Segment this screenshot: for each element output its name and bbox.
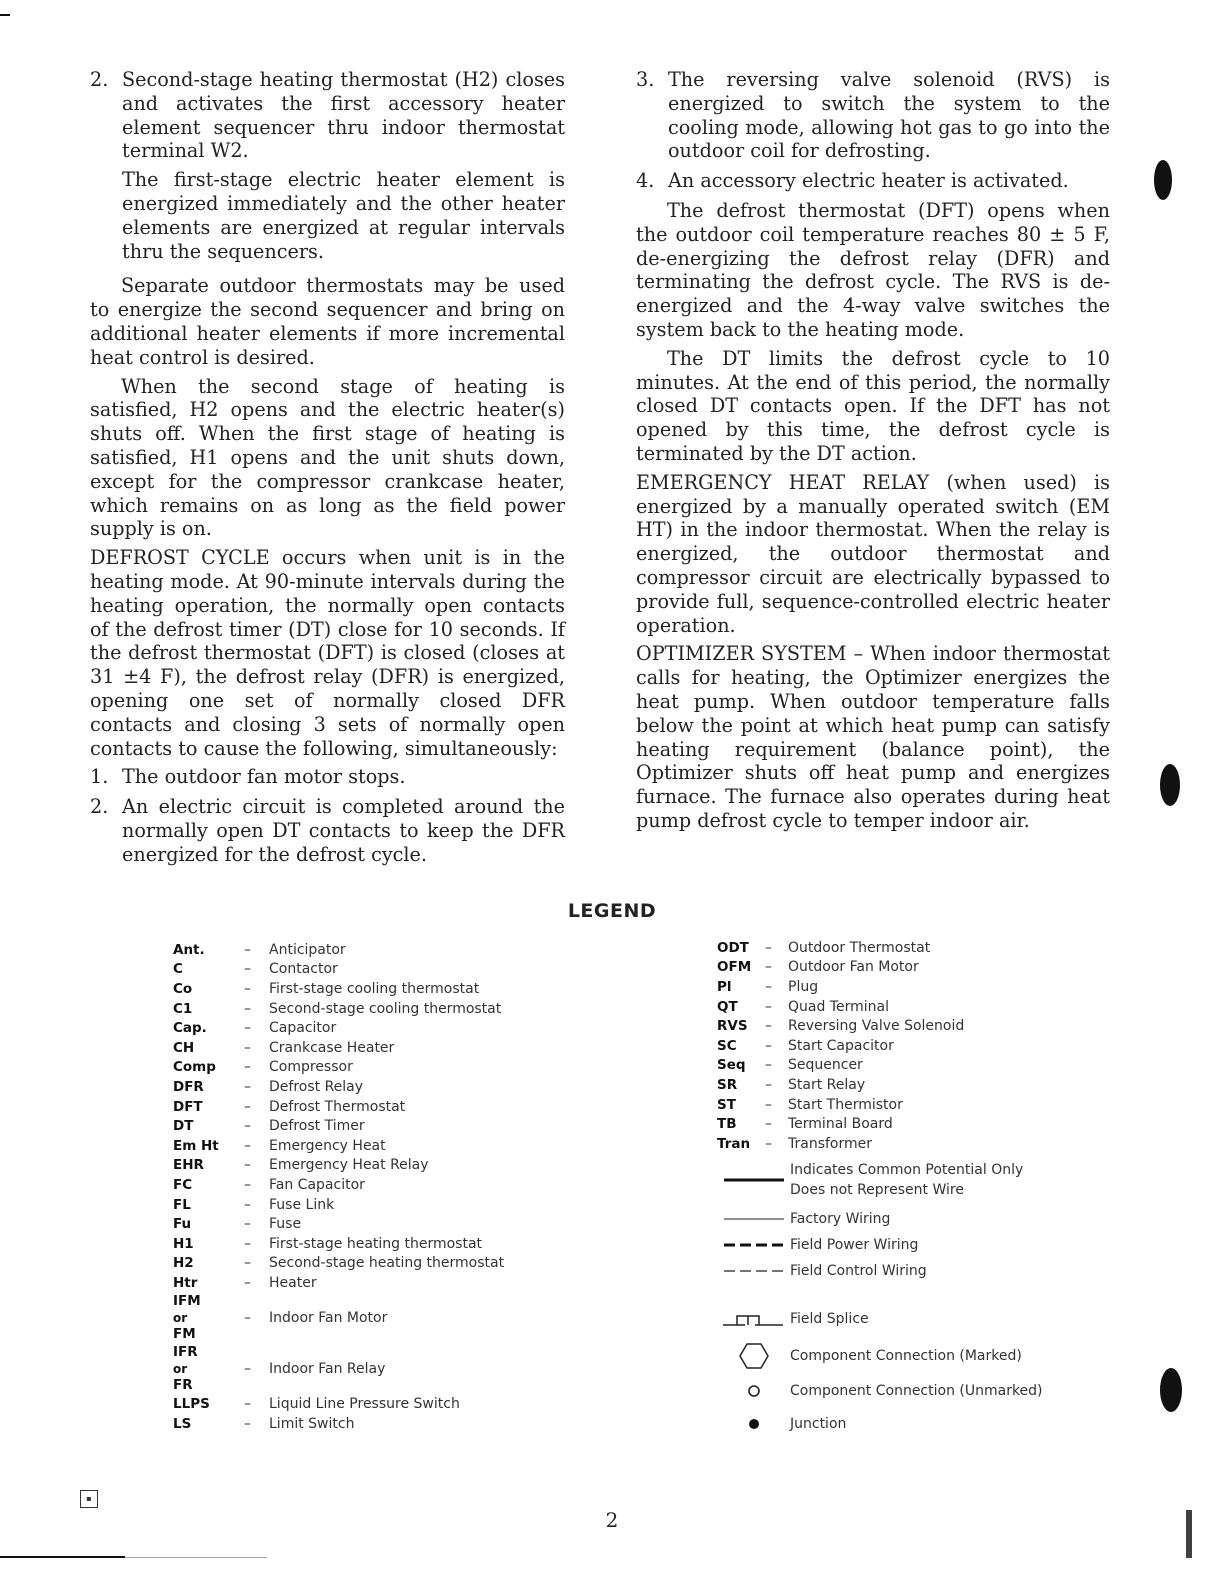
legend-dash: – (765, 1057, 772, 1074)
legend-def: Heater (269, 1274, 317, 1291)
legend-symbol-field-power (717, 1235, 1117, 1255)
legend-dash: – (244, 1235, 251, 1252)
hexagon-icon (717, 1342, 790, 1370)
legend-symbol-junction (717, 1414, 1117, 1434)
legend-row (717, 1134, 1117, 1154)
legend-symbol-label: Does not Represent Wire (790, 1182, 964, 1198)
legend-abbr-line: or (173, 1361, 188, 1376)
legend-def: First-stage cooling thermostat (269, 980, 480, 997)
legend-row (173, 1344, 593, 1395)
legend-dash: – (244, 1039, 251, 1056)
legend-row (717, 1056, 1117, 1076)
optimizer-paragraph: OPTIMIZER SYSTEM – When indoor thermostat calls for heating, the Optimizer energizes the heat pump. When outdoor temperature falls below the point at which heat pump can satisfy heating requirement (balance point), the Optimizer shuts off heat pump and energizes furnace. The furnace also operates during heat pump defrost cycle to temper indoor air. (636, 642, 1110, 832)
list-text: Second-stage heating thermostat (H2) closes and activates the first accessory heater element sequencer thru indoor thermostat terminal W2. (122, 68, 565, 163)
legend-abbr: Fu (173, 1216, 192, 1233)
legend-symbol-label: Field Power Wiring (790, 1237, 919, 1253)
legend-symbol-field-splice (717, 1308, 1117, 1330)
legend-def: Limit Switch (269, 1416, 355, 1433)
legend-abbr: LLPS (173, 1396, 210, 1413)
legend-row (717, 1016, 1117, 1036)
legend-row (173, 1136, 593, 1156)
legend-abbr: FC (173, 1176, 193, 1193)
legend-def: Second-stage cooling thermostat (269, 1000, 502, 1017)
legend-abbr-line: FR (173, 1377, 193, 1394)
paragraph: The defrost thermostat (DFT) opens when the outdoor coil temperature reaches 80 ± 5 F, de-energizing the defrost relay (DFR) and terminating the defrost cycle. The RVS is de-energized and the 4-way valve switches the system back to the heating mode. (636, 198, 1110, 341)
legend-abbr: SR (717, 1076, 738, 1093)
legend-dash: – (244, 1361, 251, 1378)
legend-def: Quad Terminal (788, 998, 889, 1015)
legend-abbr: ODT (717, 939, 749, 956)
legend-def: Defrost Relay (269, 1078, 364, 1095)
paragraph: Separate outdoor thermostats may be used to energize the second sequencer and bring on additional heater elements if more incremental heat control is desired. (90, 274, 565, 369)
emergency-heat-paragraph: EMERGENCY HEAT RELAY (when used) is energized by a manually operated switch (EM HT) in the indoor thermostat. When the relay is energized, the outdoor thermostat and compressor circuit are electrically bypassed to provide full, sequence-controlled electric heater operation. (636, 470, 1110, 637)
legend-def: Transformer (788, 1135, 873, 1152)
legend-abbr: DFT (173, 1098, 203, 1115)
legend-symbol-label: Junction (790, 1416, 847, 1432)
legend-def: Terminal Board (788, 1116, 893, 1133)
thin-dashed-line-icon (717, 1268, 790, 1274)
legend-row (717, 997, 1117, 1017)
bottom-rule (0, 1556, 125, 1558)
legend-abbr: TB (717, 1116, 737, 1133)
field-splice-icon (717, 1308, 790, 1330)
legend-abbr: QT (717, 998, 738, 1015)
legend-dash: – (244, 1196, 251, 1213)
legend-abbr: Seq (717, 1057, 746, 1074)
legend-abbr: SC (717, 1037, 737, 1054)
legend-dash: – (244, 1416, 251, 1433)
legend-def: Indoor Fan Relay (269, 1361, 386, 1378)
legend-abbr: Co (173, 980, 193, 997)
bottom-rule-faint (125, 1557, 267, 1558)
legend-def: Indoor Fan Motor (269, 1310, 388, 1327)
legend-row (717, 958, 1117, 978)
binder-hole-mark (1154, 160, 1172, 200)
legend-dash: – (244, 1396, 251, 1413)
legend-row (717, 938, 1117, 958)
list-item (90, 795, 565, 866)
legend-symbol-field-control (717, 1261, 1117, 1281)
legend-def: Sequencer (788, 1057, 863, 1074)
legend-dash: – (244, 1098, 251, 1115)
list-item (90, 68, 565, 268)
legend-row (173, 1214, 593, 1234)
legend-abbr: Cap. (173, 1020, 207, 1037)
legend-symbol-label: Indicates Common Potential Only (790, 1162, 1024, 1178)
legend-dash: – (244, 1255, 251, 1272)
legend-abbr: DFR (173, 1078, 204, 1095)
legend-row (173, 960, 593, 980)
legend-row (717, 1036, 1117, 1056)
legend-row (173, 1038, 593, 1058)
legend-abbr: DT (173, 1118, 194, 1135)
paragraph: When the second stage of heating is satisfied, H2 opens and the electric heater(s) shuts off. When the first stage of heating is satisfied, H1 opens and the unit shuts down, except for the compressor crankcase heater, which remains on as long as the field power supply is on. (90, 374, 565, 541)
legend-def: Plug (788, 978, 819, 995)
legend-dash: – (244, 1310, 251, 1327)
legend-dash: – (765, 1037, 772, 1054)
legend-def: Compressor (269, 1059, 353, 1076)
legend-dash: – (765, 1096, 772, 1113)
legend-row (173, 1254, 593, 1274)
binder-hole-mark (1160, 1368, 1182, 1412)
thin-line-icon (717, 1216, 790, 1222)
legend-abbr: Comp (173, 1059, 216, 1076)
legend-def: Emergency Heat (269, 1137, 386, 1154)
legend-dash: – (765, 1076, 772, 1093)
legend-dash: – (765, 1116, 772, 1133)
legend-abbr-line: IFM (173, 1293, 201, 1310)
legend-abbr: FL (173, 1196, 191, 1213)
list-number: 1. (90, 765, 109, 789)
legend-dash: – (765, 1018, 772, 1035)
list-number: 4. (636, 169, 655, 193)
legend-def: Contactor (269, 961, 338, 978)
right-column (636, 68, 1110, 838)
legend-dash: – (765, 978, 772, 995)
legend-dash: – (244, 1176, 251, 1193)
legend-abbr: LS (173, 1416, 192, 1433)
list-item (90, 765, 565, 789)
legend-abbr (173, 1293, 244, 1343)
legend-def: Start Capacitor (788, 1037, 894, 1054)
legend-row (173, 940, 593, 960)
legend-def: Anticipator (269, 941, 346, 958)
legend-dash: – (765, 959, 772, 976)
legend-abbr: ST (717, 1096, 736, 1113)
legend-def: First-stage heating thermostat (269, 1235, 483, 1252)
legend-def: Fuse Link (269, 1196, 335, 1213)
legend-right-list (717, 938, 1117, 1154)
legend-def: Capacitor (269, 1020, 337, 1037)
legend-dash: – (244, 1000, 251, 1017)
legend-def: Start Relay (788, 1076, 866, 1093)
legend-row (173, 1175, 593, 1195)
legend-row (173, 1018, 593, 1038)
legend-symbol-label: Component Connection (Marked) (790, 1348, 1022, 1364)
legend-def: Start Thermistor (788, 1096, 903, 1113)
legend-row (173, 999, 593, 1019)
legend-abbr: H1 (173, 1235, 194, 1252)
legend-abbr-line: FM (173, 1326, 196, 1343)
legend-dash: – (244, 961, 251, 978)
legend-row (717, 1114, 1117, 1134)
legend-def: Outdoor Fan Motor (788, 959, 919, 976)
list-text: An accessory electric heater is activated. (668, 169, 1069, 193)
legend-dash: – (765, 939, 772, 956)
legend-symbol-label: Factory Wiring (790, 1211, 891, 1227)
legend-row (173, 1116, 593, 1136)
legend-dash: – (244, 1020, 251, 1037)
legend-abbr: Em Ht (173, 1137, 219, 1154)
legend-abbr: RVS (717, 1018, 748, 1035)
legend-abbr: Ant. (173, 941, 205, 958)
margin-mark (0, 14, 10, 16)
legend-dash: – (244, 1274, 251, 1291)
legend-dash: – (765, 998, 772, 1015)
legend-row (173, 1195, 593, 1215)
legend-symbol-common-potential (717, 1160, 1117, 1200)
legend-def: Emergency Heat Relay (269, 1157, 429, 1174)
legend-abbr: Pl (717, 978, 732, 995)
legend-abbr: OFM (717, 959, 752, 976)
paragraph: The DT limits the defrost cycle to 10 minutes. At the end of this period, the normally closed DT contacts open. If the DFT has not opened by this time, the defrost cycle is terminated by the DT action. (636, 346, 1110, 465)
paragraph: The first-stage electric heater element is energized immediately and the other heater elements are energized at regular intervals thru the sequencers. (122, 168, 565, 263)
legend-dash: – (765, 1135, 772, 1152)
list-number: 3. (636, 68, 655, 91)
legend-row (173, 1097, 593, 1117)
legend-abbr: C1 (173, 1000, 193, 1017)
legend-row (717, 1095, 1117, 1115)
legend-title: LEGEND (567, 900, 657, 922)
legend-def: Defrost Thermostat (269, 1098, 406, 1115)
legend-abbr-line: IFR (173, 1344, 198, 1361)
defrost-cycle-paragraph: DEFROST CYCLE occurs when unit is in the heating mode. At 90-minute intervals during the heating operation, the normally open contacts of the defrost timer (DT) close for 10 seconds. If the defrost thermostat (DFT) is closed (closes at 31 ±4 F), the defrost relay (DFR) is energized, opening one set of normally closed DFR contacts and closing 3 sets of normally open contacts to cause the following, simultaneously: (90, 546, 565, 760)
filled-dot-icon (717, 1417, 790, 1431)
legend-def: Liquid Line Pressure Switch (269, 1396, 460, 1413)
legend-abbr (173, 1344, 244, 1394)
legend-row (173, 1395, 593, 1415)
legend-abbr: EHR (173, 1157, 204, 1174)
legend-symbol-label: Field Splice (790, 1311, 869, 1327)
list-text: An electric circuit is completed around the normally open DT contacts to keep the DFR energized for the defrost cycle. (122, 795, 565, 866)
legend-symbol-label: Component Connection (Unmarked) (790, 1383, 1043, 1399)
printer-mark-icon: ▪ (80, 1490, 98, 1508)
legend-def: Second-stage heating thermostat (269, 1255, 505, 1272)
left-column (90, 68, 565, 873)
legend-dash: – (244, 1078, 251, 1095)
legend-row (173, 1273, 593, 1293)
legend-row (173, 1156, 593, 1176)
list-number: 2. (90, 68, 109, 91)
legend-def: Crankcase Heater (269, 1039, 395, 1056)
legend-def: Fan Capacitor (269, 1176, 365, 1193)
legend-dash: – (244, 1157, 251, 1174)
legend-dash: – (244, 980, 251, 997)
legend-symbol-connection-unmarked (717, 1381, 1117, 1401)
list-text: The reversing valve solenoid (RVS) is energized to switch the system to the cooling mode, allowing hot gas to go into the outdoor coil for defrosting. (668, 68, 1110, 163)
legend-def: Reversing Valve Solenoid (788, 1018, 965, 1035)
legend-dash: – (244, 1118, 251, 1135)
legend-abbr: Tran (717, 1135, 751, 1152)
thick-dashed-line-icon (717, 1242, 790, 1248)
legend-abbr: C (173, 961, 183, 978)
thick-line-icon (717, 1177, 790, 1183)
legend-abbr: CH (173, 1039, 195, 1056)
legend-symbol-connection-marked (717, 1342, 1117, 1370)
list-text: The outdoor fan motor stops. (122, 765, 406, 789)
legend-abbr: H2 (173, 1255, 194, 1272)
legend-dash: – (244, 941, 251, 958)
legend-abbr-line: or (173, 1310, 188, 1325)
legend-row (173, 1293, 593, 1344)
legend-def: Defrost Timer (269, 1118, 365, 1135)
list-number: 2. (90, 795, 109, 819)
binder-hole-mark (1160, 764, 1180, 806)
legend-def: Fuse (269, 1216, 302, 1233)
legend-row (173, 979, 593, 999)
legend-def: Outdoor Thermostat (788, 939, 931, 956)
legend-row (173, 1234, 593, 1254)
legend-row (173, 1414, 593, 1434)
legend-row (173, 1077, 593, 1097)
legend-dash: – (244, 1216, 251, 1233)
legend-dash: – (244, 1059, 251, 1076)
legend-row (717, 1075, 1117, 1095)
legend-symbol-factory-wiring (717, 1209, 1117, 1229)
legend-row (173, 1058, 593, 1078)
legend-symbol-label: Field Control Wiring (790, 1263, 927, 1279)
small-circle-icon (717, 1384, 790, 1398)
page-number: 2 (605, 1508, 619, 1532)
list-item (636, 68, 1110, 163)
legend-left-list (173, 940, 593, 1434)
legend-abbr: Htr (173, 1274, 198, 1291)
legend-row (717, 977, 1117, 997)
legend-dash: – (244, 1137, 251, 1154)
list-item (636, 169, 1110, 193)
